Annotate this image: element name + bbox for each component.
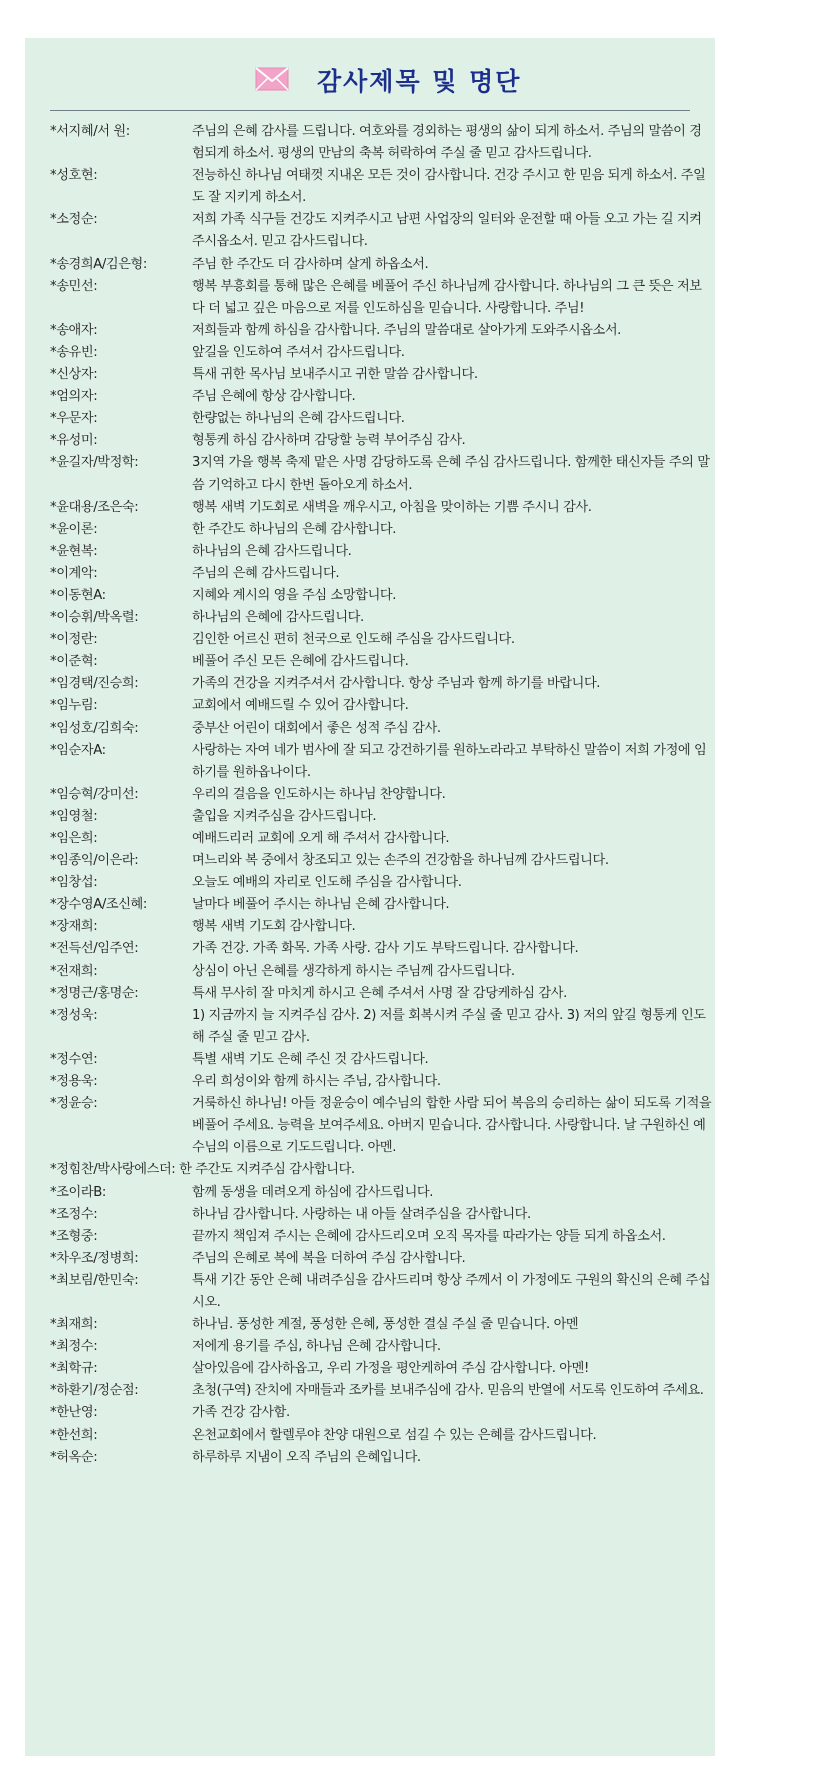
gratitude-text: 지혜와 계시의 영을 주심 소망합니다. (192, 587, 397, 603)
list-item (50, 408, 713, 430)
list-item (50, 1336, 713, 1358)
member-name: *최정수: (50, 1339, 98, 1355)
gratitude-text: 1) 지금까지 늘 지켜주심 감사. 2) 저를 회복시켜 주실 줄 믿고 감사. 3) 저의 앞길 형통케 인도해 주실 줄 믿고 감사. (192, 1007, 706, 1045)
member-name: *최재희: (50, 1317, 98, 1333)
member-name: *윤대용/조은숙: (50, 499, 139, 515)
list-item (50, 276, 713, 320)
list-item (50, 430, 713, 452)
list-item (50, 983, 713, 1005)
member-name: *최보림/한민숙: (50, 1272, 139, 1288)
list-item (50, 342, 713, 364)
member-name: *성호현: (50, 168, 98, 184)
gratitude-text: 가족 건강. 가족 화목. 가족 사랑. 감사 기도 부탁드립니다. 감사합니다. (192, 941, 579, 957)
member-name: *송경희A/김은형: (50, 256, 147, 272)
gratitude-text: 상심이 아닌 은혜를 생각하게 하시는 주님께 감사드립니다. (192, 963, 515, 979)
member-name: *전득선/임주연: (50, 941, 139, 957)
list-item (50, 452, 713, 496)
member-name: *임경택/진승희: (50, 676, 139, 692)
gratitude-text: 행복 새벽 기도회 감사합니다. (192, 919, 356, 935)
gratitude-text: 사랑하는 자여 네가 범사에 잘 되고 강건하기를 원하노라라고 부탁하신 말씀이 저희 가정에 임하기를 원하옵나이다. (192, 742, 707, 780)
member-name: *엄의자: (50, 389, 98, 405)
list-item (50, 165, 713, 209)
list-item (50, 1358, 713, 1380)
gratitude-text: 전능하신 하나님 여태껏 지내온 모든 것이 감사합니다. 건강 주시고 한 믿음 되게 하소서. 주일도 잘 지키게 하소서. (192, 168, 706, 206)
gratitude-text: 출입을 지켜주심을 감사드립니다. (192, 808, 377, 824)
list-item (50, 497, 713, 519)
gratitude-text: 주님 한 주간도 더 감사하며 살게 하옵소서. (192, 256, 429, 272)
list-item (50, 1380, 713, 1402)
member-name: *윤이론: (50, 521, 98, 537)
gratitude-text: 저희들과 함께 하심을 감사합니다. 주님의 말씀대로 살아가게 도와주시옵소서. (192, 322, 621, 338)
gratitude-text: 오늘도 예배의 자리로 인도해 주심을 감사합니다. (192, 875, 462, 891)
member-name: *임영철: (50, 808, 98, 824)
member-name: *장수영A/조신혜: (50, 897, 147, 913)
gratitude-text: 살아있음에 감사하옵고, 우리 가정을 평안케하여 주심 감사합니다. 아멘! (192, 1361, 589, 1377)
gratitude-text: 하나님 감사합니다. 사랑하는 내 아들 살려주심을 감사합니다. (192, 1206, 531, 1222)
member-name: *송민선: (50, 278, 98, 294)
member-name: *하환기/정순점: (50, 1383, 139, 1399)
member-name: *이준혁: (50, 654, 98, 670)
gratitude-text: 끝까지 책임져 주시는 은혜에 감사드리오며 오직 목자를 따라가는 양들 되게 하옵소서. (192, 1228, 666, 1244)
member-name: *이승휘/박옥렬: (50, 610, 139, 626)
content-panel (25, 38, 715, 1756)
member-name: *장재희: (50, 919, 98, 935)
list-item (50, 828, 713, 850)
gratitude-text: 행복 새벽 기도회로 새벽을 깨우시고, 아침을 맞이하는 기쁨 주시니 감사. (192, 499, 592, 515)
header (25, 38, 715, 118)
member-name: *이동현A: (50, 587, 106, 603)
member-name: *전재희: (50, 963, 98, 979)
list-item (50, 806, 713, 828)
list-item (50, 254, 713, 276)
list-item (50, 1447, 713, 1469)
gratitude-text: 앞길을 인도하여 주셔서 감사드립니다. (192, 344, 405, 360)
gratitude-list (50, 121, 713, 1469)
gratitude-text: 형통케 하심 감사하며 감당할 능력 부어주심 감사. (192, 433, 466, 449)
list-item (50, 1005, 713, 1049)
gratitude-text: 우리 희성이와 함께 하시는 주님, 감사합니다. (192, 1074, 441, 1090)
gratitude-text: 하나님의 은혜 감사드립니다. (192, 543, 352, 559)
list-item (50, 629, 713, 651)
gratitude-text: 김인한 어르신 편히 천국으로 인도해 주심을 감사드립니다. (192, 632, 515, 648)
gratitude-text: 가족의 건강을 지켜주셔서 감사합니다. 항상 주님과 함께 하기를 바랍니다. (192, 676, 601, 692)
member-name: *신상자: (50, 367, 98, 383)
gratitude-text: 중부산 어린이 대회에서 좋은 성적 주심 감사. (192, 720, 441, 736)
page-title: 감사제목 및 명단 (317, 67, 522, 96)
gratitude-text: 한 주간도 지켜주심 감사합니다. (179, 1162, 355, 1178)
list-item (50, 938, 713, 960)
list-item (50, 872, 713, 894)
list-item (50, 651, 713, 673)
list-item (50, 673, 713, 695)
gratitude-text: 가족 건강 감사함. (192, 1405, 290, 1421)
member-name: *윤길자/박정학: (50, 455, 139, 471)
gratitude-text: 우리의 걸음을 인도하시는 하나님 찬양합니다. (192, 786, 446, 802)
list-item (50, 585, 713, 607)
gratitude-text: 교회에서 예배드릴 수 있어 감사합니다. (192, 698, 409, 714)
member-name: *이계악: (50, 565, 98, 581)
gratitude-text: 며느리와 복 중에서 창조되고 있는 손주의 건강함을 하나님께 감사드립니다. (192, 853, 609, 869)
list-item (50, 320, 713, 342)
member-name: *임창섭: (50, 875, 98, 891)
gratitude-text: 특새 무사히 잘 마치게 하시고 은혜 주셔서 사명 잘 감당케하심 감사. (192, 985, 567, 1001)
list-item (50, 894, 713, 916)
gratitude-text: 하나님. 풍성한 계절, 풍성한 은혜, 풍성한 결실 주실 줄 믿습니다. 아멘 (192, 1317, 579, 1333)
member-name: *한난영: (50, 1405, 98, 1421)
list-item (50, 1159, 713, 1181)
list-item (50, 850, 713, 872)
gratitude-text: 특새 기간 동안 은혜 내려주심을 감사드리며 항상 주께서 이 가정에도 구원의 확신의 은혜 주십시오. (192, 1272, 711, 1310)
list-item (50, 1226, 713, 1248)
member-name: *허옥순: (50, 1449, 98, 1465)
gratitude-text: 특별 새벽 기도 은혜 주신 것 감사드립니다. (192, 1051, 429, 1067)
gratitude-text: 거룩하신 하나님! 아들 정윤승이 예수님의 합한 사람 되어 복음의 승리하는 삶이 되도록 기적을 베풀어 주세요. 능력을 보여주세요. 아버지 믿습니다. 감사합니다. 사랑합니다. 날 구원하신 예수님의 이름으로 기도드립니다. 아멘. (192, 1096, 712, 1156)
gratitude-text: 행복 부흥회를 통해 많은 은혜를 베풀어 주신 하나님께 감사합니다. 하나님의 그 큰 뜻은 저보다 더 넓고 깊은 마음으로 저를 인도하심을 믿습니다. 사랑합니다. 주님! (192, 278, 702, 316)
list-item (50, 961, 713, 983)
gratitude-text: 하나님의 은혜에 감사드립니다. (192, 610, 364, 626)
gratitude-text: 베풀어 주신 모든 은혜에 감사드립니다. (192, 654, 409, 670)
list-item (50, 1425, 713, 1447)
list-item (50, 916, 713, 938)
list-item (50, 1270, 713, 1314)
member-name: *조정수: (50, 1206, 98, 1222)
gratitude-text: 한량없는 하나님의 은혜 감사드립니다. (192, 411, 405, 427)
gratitude-text: 주님 은혜에 항상 감사합니다. (192, 389, 356, 405)
list-item (50, 519, 713, 541)
list-item (50, 1071, 713, 1093)
list-item (50, 121, 713, 165)
gratitude-text: 저에게 용기를 주심, 하나님 은혜 감사합니다. (192, 1339, 441, 1355)
list-item (50, 1402, 713, 1424)
list-item (50, 695, 713, 717)
gratitude-text: 예배드리러 교회에 오게 해 주셔서 감사합니다. (192, 831, 450, 846)
list-item (50, 1204, 713, 1226)
gratitude-text: 주님의 은혜로 복에 복을 더하여 주심 감사합니다. (192, 1250, 466, 1266)
gratitude-text: 하루하루 지냄이 오직 주님의 은혜입니다. (192, 1449, 421, 1465)
list-item (50, 607, 713, 629)
gratitude-text: 한 주간도 하나님의 은혜 감사합니다. (192, 521, 397, 537)
list-item (50, 541, 713, 563)
list-item (50, 1182, 713, 1204)
member-name: *정힘찬/박사랑에스더: (50, 1162, 176, 1178)
member-name: *조형중: (50, 1228, 98, 1244)
member-name: *정수연: (50, 1051, 98, 1067)
gratitude-text: 날마다 베풀어 주시는 하나님 은혜 감사합니다. (192, 897, 450, 913)
list-item (50, 364, 713, 386)
gratitude-text: 특새 귀한 목사님 보내주시고 귀한 말씀 감사합니다. (192, 367, 478, 383)
member-name: *소정순: (50, 212, 98, 228)
member-name: *서지혜/서 원: (50, 124, 130, 139)
member-name: *정명근/홍명순: (50, 985, 139, 1001)
member-name: *송애자: (50, 322, 98, 338)
member-name: *이정란: (50, 632, 98, 648)
member-name: *차우조/정병희: (50, 1250, 139, 1266)
member-name: *임은희: (50, 831, 98, 846)
gratitude-text: 저희 가족 식구들 건강도 지켜주시고 남편 사업장의 일터와 운전할 때 아들 오고 가는 길 지켜주시옵소서. 믿고 감사드립니다. (192, 212, 702, 250)
list-item (50, 718, 713, 740)
list-item (50, 563, 713, 585)
gratitude-text: 온천교회에서 할렐루야 찬양 대원으로 섬길 수 있는 은혜를 감사드립니다. (192, 1427, 597, 1443)
gratitude-text: 함께 동생을 데려오게 하심에 감사드립니다. (192, 1184, 434, 1200)
member-name: *임성호/김희숙: (50, 720, 139, 736)
list-item (50, 1248, 713, 1270)
member-name: *유성미: (50, 433, 98, 449)
member-name: *조이라B: (50, 1184, 106, 1200)
member-name: *임종익/이은라: (50, 853, 139, 869)
gratitude-text: 주님의 은혜 감사드립니다. (192, 565, 340, 581)
member-name: *정용욱: (50, 1074, 98, 1090)
gratitude-text: 초청(구역) 잔치에 자매들과 조카를 보내주심에 감사. 믿음의 반열에 서도록 인도하여 주세요. (192, 1383, 704, 1399)
member-name: *정성욱: (50, 1007, 98, 1023)
header-divider (50, 110, 690, 111)
member-name: *정윤승: (50, 1096, 98, 1112)
member-name: *최학규: (50, 1361, 98, 1377)
member-name: *임순자A: (50, 742, 106, 758)
member-name: *한선희: (50, 1427, 98, 1443)
list-item (50, 1314, 713, 1336)
member-name: *윤현복: (50, 543, 98, 559)
member-name: *임승혁/강미선: (50, 786, 139, 802)
list-item (50, 740, 713, 784)
gratitude-text: 주님의 은혜 감사를 드립니다. 여호와를 경외하는 평생의 삶이 되게 하소서. 주님의 말씀이 경험되게 하소서. 평생의 만남의 축복 허락하여 주실 줄 믿고 감사드립니다. (192, 124, 702, 162)
member-name: *임누림: (50, 698, 98, 714)
list-item (50, 784, 713, 806)
member-name: *우문자: (50, 411, 98, 427)
list-item (50, 1093, 713, 1159)
list-item (50, 209, 713, 253)
list-item (50, 1049, 713, 1071)
gratitude-text: 3지역 가을 행복 축제 맡은 사명 감당하도록 은혜 주심 감사드립니다. 함께한 태신자들 주의 말씀 기억하고 다시 한번 돌아오게 하소서. (192, 455, 710, 493)
member-name: *송유빈: (50, 344, 98, 360)
list-item (50, 386, 713, 408)
envelope-icon (255, 65, 289, 93)
